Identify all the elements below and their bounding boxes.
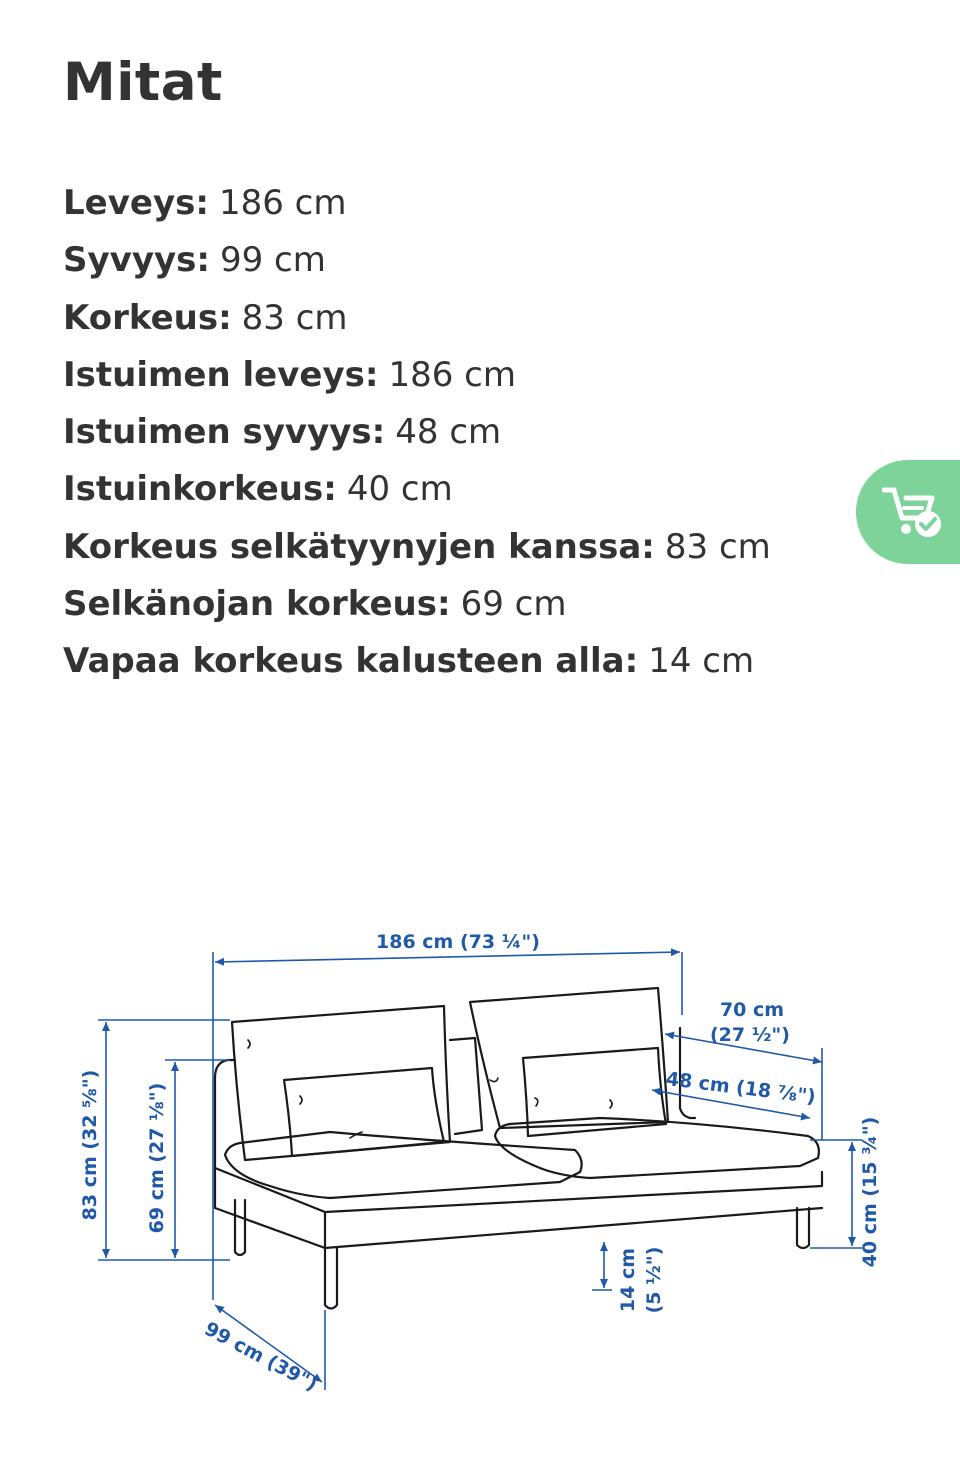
dimension-value: 83 cm: [241, 297, 348, 338]
dimension-value: 48 cm: [395, 412, 502, 453]
seat-depth-label: 48 cm (18 ⅞"): [664, 1067, 817, 1109]
dimension-label: Vapaa korkeus kalusteen alla:: [63, 641, 639, 682]
dimension-row-depth: [63, 232, 771, 289]
dimension-value: 99 cm: [219, 240, 326, 281]
dimension-row-height-with-cushions: [63, 519, 771, 576]
sofa-back-cushion-left: [232, 1006, 450, 1160]
cart-button[interactable]: [856, 460, 960, 564]
sofa-back-cushion-right: [470, 988, 668, 1128]
depth-dimension-label: 99 cm (39"): [200, 1317, 321, 1396]
dimension-label: Selkänojan korkeus:: [63, 584, 451, 625]
back-height-dimension-label: 69 cm (27 ⅛"): [146, 1082, 168, 1234]
dimension-label: Syvyys:: [63, 240, 210, 281]
dimension-value: 14 cm: [648, 641, 755, 682]
armrest-depth-label-in: (27 ½"): [710, 1024, 790, 1046]
sofa-leg-right: [797, 1208, 809, 1248]
seat-height-label: 40 cm (15 ¾"): [859, 1116, 881, 1268]
dimension-label: Korkeus:: [63, 297, 232, 338]
dimension-value: 83 cm: [664, 526, 771, 567]
dimension-row-seat-height: [63, 461, 771, 518]
dimension-value: 69 cm: [460, 584, 567, 625]
dimension-row-free-height: [63, 633, 771, 690]
dimension-label: Korkeus selkätyynyjen kanssa:: [63, 526, 655, 567]
sofa-leg-left: [235, 1200, 245, 1255]
dimension-label: Istuinkorkeus:: [63, 469, 337, 510]
dimension-label: Leveys:: [63, 183, 209, 223]
sofa-leg-front: [325, 1248, 337, 1309]
dimension-value: 186 cm: [388, 354, 516, 395]
dimension-row-height: [63, 290, 771, 347]
dimension-row-backrest-height: [63, 576, 771, 633]
clearance-label-cm: 14 cm: [617, 1247, 639, 1313]
sofa-back-cushion-middle: [450, 1038, 482, 1134]
armrest-depth-label-cm: 70 cm: [719, 999, 785, 1021]
sofa-seat-cushion-left: [225, 1132, 582, 1198]
width-dimension-label: 186 cm (73 ¼"): [376, 931, 540, 953]
dimension-value: 186 cm: [218, 183, 347, 223]
sofa-scatter-cushion-left: [284, 1068, 444, 1156]
cart-check-icon: [882, 484, 946, 542]
dimensions-list: [63, 175, 771, 691]
dimension-row-seat-depth: [63, 404, 771, 461]
dimension-label: Istuimen leveys:: [63, 354, 379, 395]
dimension-row-seat-width: [63, 347, 771, 404]
dimension-row-width: [63, 175, 771, 232]
sofa-dimension-diagram: [60, 900, 940, 1420]
clearance-label-in: (5 ½"): [643, 1246, 665, 1314]
height-dimension-label: 83 cm (32 ⅝"): [79, 1069, 101, 1221]
dimension-value: 40 cm: [346, 469, 453, 510]
sofa-base-outline: [215, 1168, 822, 1248]
page-title: Mitat: [63, 52, 223, 113]
dimension-label: Istuimen syvyys:: [63, 412, 386, 453]
